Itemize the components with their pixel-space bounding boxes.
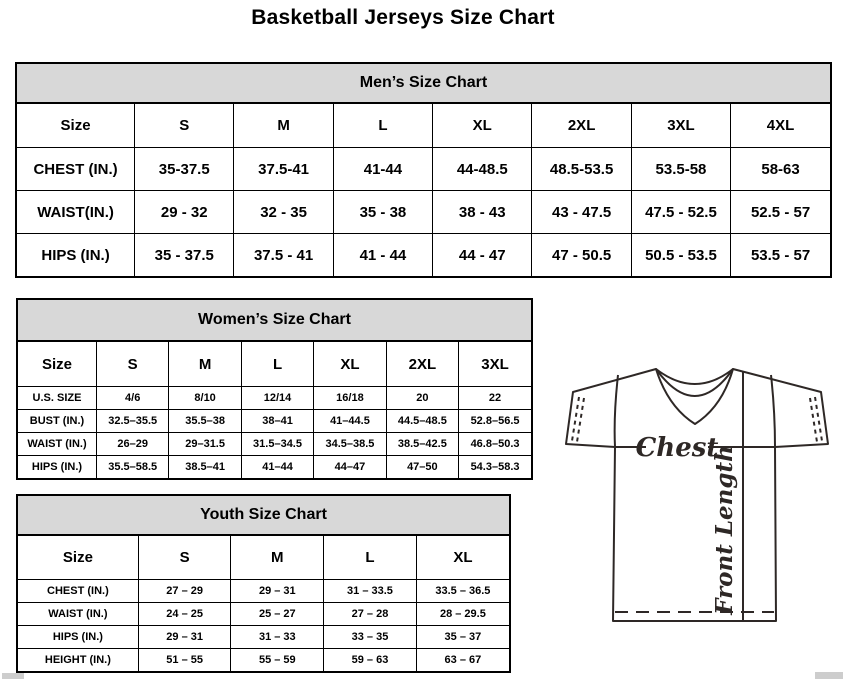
measurement-value-cell: 55 – 59 (231, 649, 324, 672)
measurement-value-cell: 38.5–42.5 (386, 433, 458, 456)
size-column-header: M (231, 536, 324, 580)
chest-label: Chest (635, 433, 719, 463)
youth-size-chart (16, 494, 511, 673)
row-label-cell: WAIST(IN.) (17, 191, 135, 234)
size-column-header: L (241, 342, 313, 387)
measurement-value-cell: 41–44 (241, 456, 313, 479)
measurement-value-cell: 31.5–34.5 (241, 433, 313, 456)
page-title: Basketball Jerseys Size Chart (251, 6, 555, 29)
table-row (17, 191, 830, 234)
table-row (18, 603, 509, 626)
row-label-cell: U.S. SIZE (18, 387, 96, 410)
measurement-value-cell: 44 - 47 (433, 234, 532, 277)
measurement-value-cell: 26–29 (96, 433, 168, 456)
table-row (17, 234, 830, 277)
measurement-value-cell: 31 – 33 (231, 626, 324, 649)
mens-chart-title: Men’s Size Chart (17, 64, 830, 104)
measurement-value-cell: 16/18 (314, 387, 386, 410)
size-column-header: XL (416, 536, 509, 580)
measurement-value-cell: 29 – 31 (138, 626, 231, 649)
measurement-value-cell: 52.5 - 57 (731, 191, 830, 234)
table-row (18, 456, 531, 479)
size-column-header: 2XL (532, 104, 631, 148)
womens-size-table (18, 342, 531, 478)
hscrollbar-thumb-fragment[interactable] (2, 673, 24, 679)
measurement-value-cell: 46.8–50.3 (459, 433, 531, 456)
row-label-cell: WAIST (IN.) (18, 433, 96, 456)
measurement-value-cell: 33 – 35 (324, 626, 417, 649)
measurement-value-cell: 41-44 (333, 148, 432, 191)
size-column-header: XL (314, 342, 386, 387)
jersey-outline (566, 369, 828, 621)
measurement-value-cell: 35-37.5 (135, 148, 234, 191)
measurement-value-cell: 29 – 31 (231, 580, 324, 603)
row-label-cell: CHEST (IN.) (18, 580, 138, 603)
row-label-cell: BUST (IN.) (18, 410, 96, 433)
measurement-value-cell: 35 - 37.5 (135, 234, 234, 277)
measurement-value-cell: 35 - 38 (333, 191, 432, 234)
row-label-cell: HIPS (IN.) (18, 626, 138, 649)
measurement-value-cell: 38–41 (241, 410, 313, 433)
measurement-value-cell: 47 - 50.5 (532, 234, 631, 277)
womens-chart-title: Women’s Size Chart (18, 300, 531, 342)
measurement-value-cell: 59 – 63 (324, 649, 417, 672)
size-column-header: S (96, 342, 168, 387)
size-column-header: S (138, 536, 231, 580)
measurement-value-cell: 58-63 (731, 148, 830, 191)
measurement-value-cell: 24 – 25 (138, 603, 231, 626)
table-row (18, 410, 531, 433)
measurement-value-cell: 43 - 47.5 (532, 191, 631, 234)
measurement-value-cell: 38.5–41 (169, 456, 241, 479)
measurement-value-cell: 20 (386, 387, 458, 410)
measurement-value-cell: 53.5 - 57 (731, 234, 830, 277)
measurement-value-cell: 35 – 37 (416, 626, 509, 649)
size-column-header: 3XL (631, 104, 730, 148)
table-row (18, 433, 531, 456)
size-column-header: S (135, 104, 234, 148)
measurement-value-cell: 28 – 29.5 (416, 603, 509, 626)
row-label-cell: HEIGHT (IN.) (18, 649, 138, 672)
right-cuff-dashes (810, 397, 822, 442)
mens-size-table (17, 104, 830, 276)
measurement-value-cell: 53.5-58 (631, 148, 730, 191)
size-column-header: L (324, 536, 417, 580)
measurement-value-cell: 29–31.5 (169, 433, 241, 456)
size-column-header: 2XL (386, 342, 458, 387)
measurement-value-cell: 41 - 44 (333, 234, 432, 277)
measurement-value-cell: 27 – 28 (324, 603, 417, 626)
size-column-header: XL (433, 104, 532, 148)
size-column-header: L (333, 104, 432, 148)
size-column-header: M (234, 104, 333, 148)
left-shoulder-seam (615, 375, 618, 447)
row-label-cell: HIPS (IN.) (18, 456, 96, 479)
measurement-value-cell: 22 (459, 387, 531, 410)
measurement-value-cell: 44-48.5 (433, 148, 532, 191)
left-cuff-dashes (572, 397, 584, 442)
row-label-cell: WAIST (IN.) (18, 603, 138, 626)
measurement-value-cell: 47.5 - 52.5 (631, 191, 730, 234)
table-row (18, 649, 509, 672)
right-shoulder-seam (771, 375, 775, 447)
row-label-cell: CHEST (IN.) (17, 148, 135, 191)
measurement-value-cell: 34.5–38.5 (314, 433, 386, 456)
measurement-value-cell: 38 - 43 (433, 191, 532, 234)
measurement-value-cell: 41–44.5 (314, 410, 386, 433)
size-corner-header: Size (18, 342, 96, 387)
table-row (18, 580, 509, 603)
measurement-value-cell: 44–47 (314, 456, 386, 479)
table-row (17, 148, 830, 191)
size-corner-header: Size (17, 104, 135, 148)
measurement-value-cell: 8/10 (169, 387, 241, 410)
row-label-cell: HIPS (IN.) (17, 234, 135, 277)
size-column-header: M (169, 342, 241, 387)
measurement-value-cell: 32 - 35 (234, 191, 333, 234)
measurement-value-cell: 27 – 29 (138, 580, 231, 603)
mens-size-chart (15, 62, 832, 278)
measurement-value-cell: 35.5–58.5 (96, 456, 168, 479)
hscrollbar-track-fragment[interactable] (815, 672, 843, 679)
table-row (18, 626, 509, 649)
measurement-value-cell: 25 – 27 (231, 603, 324, 626)
measurement-value-cell: 51 – 55 (138, 649, 231, 672)
measurement-value-cell: 29 - 32 (135, 191, 234, 234)
measurement-value-cell: 4/6 (96, 387, 168, 410)
size-column-header: 3XL (459, 342, 531, 387)
measurement-value-cell: 12/14 (241, 387, 313, 410)
measurement-value-cell: 31 – 33.5 (324, 580, 417, 603)
table-row (18, 387, 531, 410)
measurement-value-cell: 32.5–35.5 (96, 410, 168, 433)
measurement-value-cell: 63 – 67 (416, 649, 509, 672)
measurement-value-cell: 37.5 - 41 (234, 234, 333, 277)
youth-size-table (18, 536, 509, 671)
size-column-header: 4XL (731, 104, 830, 148)
youth-chart-title: Youth Size Chart (18, 496, 509, 536)
measurement-value-cell: 48.5-53.5 (532, 148, 631, 191)
front-length-label: Front Length (711, 445, 738, 615)
measurement-value-cell: 44.5–48.5 (386, 410, 458, 433)
measurement-value-cell: 33.5 – 36.5 (416, 580, 509, 603)
size-corner-header: Size (18, 536, 138, 580)
measurement-value-cell: 47–50 (386, 456, 458, 479)
measurement-value-cell: 52.8–56.5 (459, 410, 531, 433)
measurement-value-cell: 50.5 - 53.5 (631, 234, 730, 277)
collar-band-curve (656, 369, 733, 396)
measurement-value-cell: 37.5-41 (234, 148, 333, 191)
womens-size-chart (16, 298, 533, 480)
measurement-value-cell: 54.3–58.3 (459, 456, 531, 479)
jersey-measurement-diagram (556, 362, 840, 626)
measurement-value-cell: 35.5–38 (169, 410, 241, 433)
